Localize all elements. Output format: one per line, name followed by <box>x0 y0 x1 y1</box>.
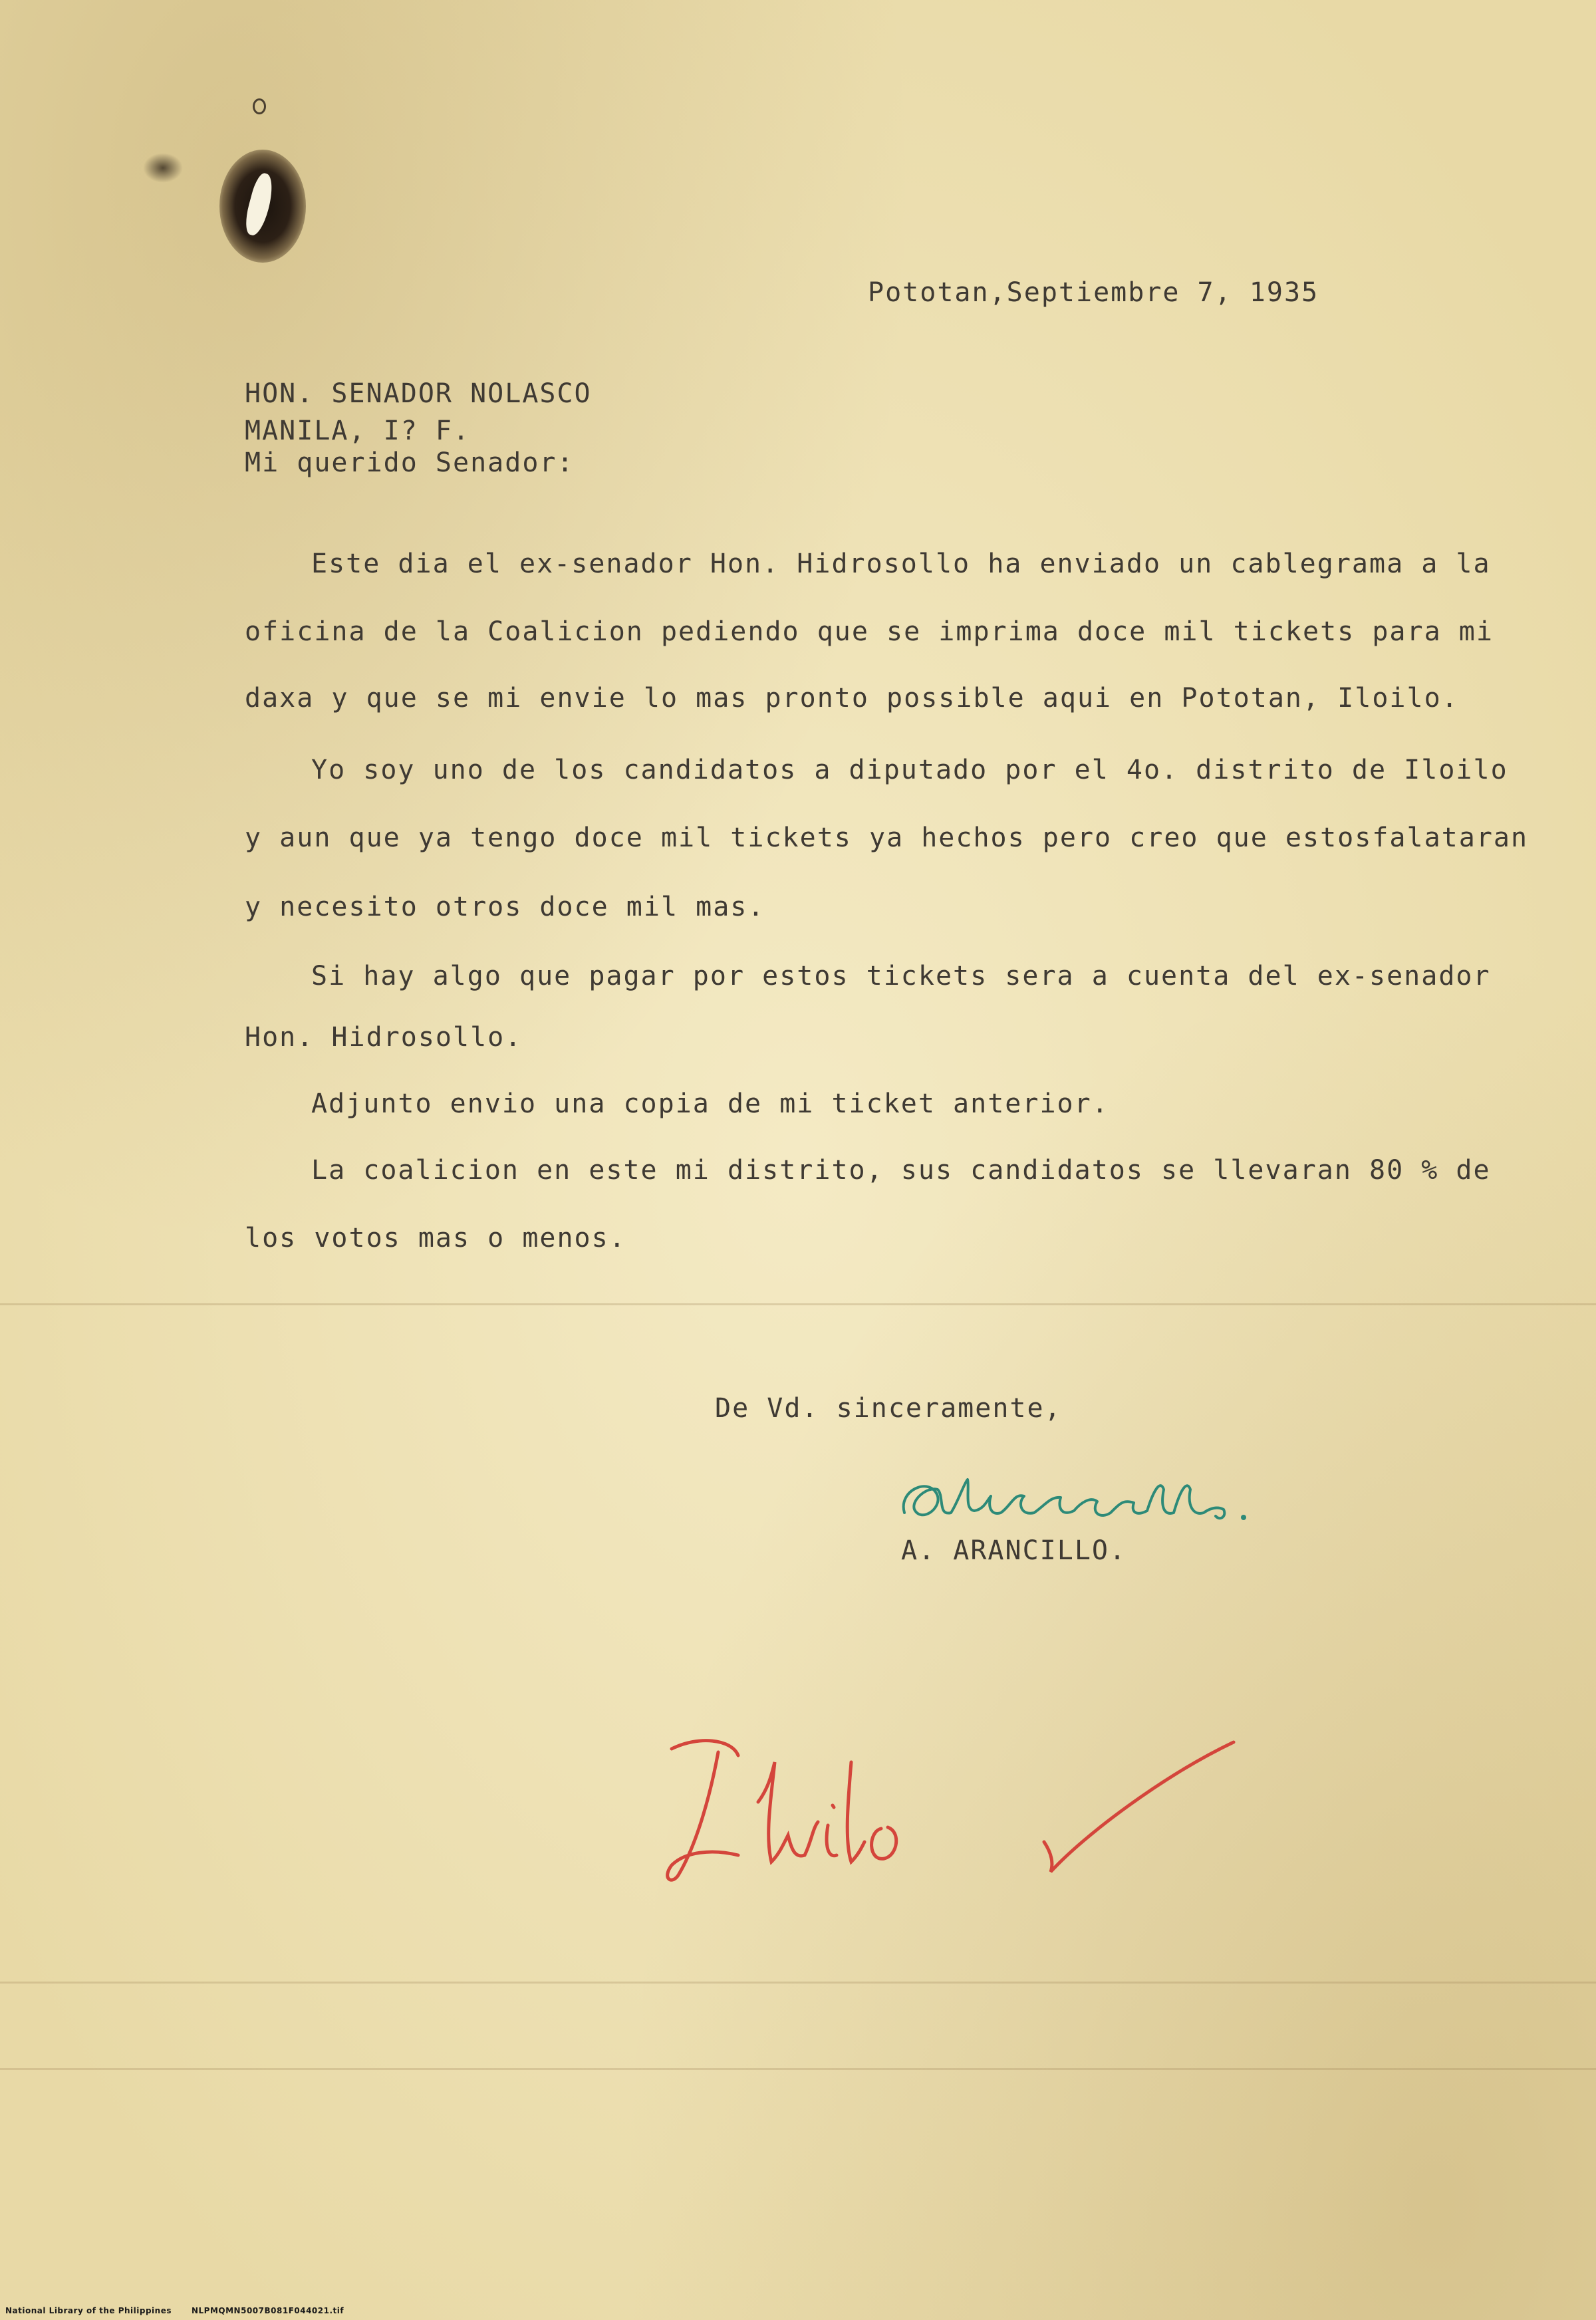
closing-line: De Vd. sinceramente, <box>715 1393 1062 1424</box>
file-id: NLPMQMN5007B081F044021.tif <box>191 2306 344 2315</box>
body-line: Adjunto envio una copia de mi ticket anterior. <box>311 1089 1109 1119</box>
signer-name: A. ARANCILLO. <box>901 1535 1127 1566</box>
body-line: Este dia el ex-senador Hon. Hidrosollo ha enviado un cablegrama a la <box>311 549 1491 579</box>
paper-fold-line <box>0 1303 1596 1305</box>
letter-date: Pototan,Septiembre 7, 1935 <box>868 277 1319 308</box>
body-line: Yo soy uno de los candidatos a diputado por el 4o. distrito de Iloilo <box>311 755 1508 785</box>
body-line: Si hay algo que pagar por estos tickets sera a cuenta del ex-senador <box>311 961 1491 991</box>
body-line: los votos mas o menos. <box>245 1223 626 1253</box>
archive-footer <box>5 2306 344 2315</box>
ink-smudge <box>143 153 183 183</box>
handwritten-signature <box>891 1450 1277 1549</box>
paper-fold-line <box>0 1982 1596 1984</box>
body-line: oficina de la Coalicion pediendo que se imprima doce mil tickets para mi <box>245 616 1494 647</box>
body-line: y necesito otros doce mil mas. <box>245 892 765 922</box>
body-line: daxa y que se mi envie lo mas pronto possible aqui en Pototan, Iloilo. <box>245 683 1459 713</box>
library-credit: National Library of the Philippines <box>5 2306 172 2315</box>
pin-hole-mark <box>253 98 266 114</box>
red-pencil-annotation <box>658 1722 1257 1908</box>
recipient-line-1: HON. SENADOR NOLASCO <box>245 378 592 409</box>
paper-fold-line <box>0 2068 1596 2070</box>
body-line: La coalicion en este mi distrito, sus candidatos se llevaran 80 % de <box>311 1155 1491 1186</box>
body-line: y aun que ya tengo doce mil tickets ya hechos pero creo que estosfalataran <box>245 823 1529 853</box>
body-line: Hon. Hidrosollo. <box>245 1022 523 1053</box>
recipient-line-2: MANILA, I? F. <box>245 416 471 446</box>
salutation: Mi querido Senador: <box>245 448 575 478</box>
